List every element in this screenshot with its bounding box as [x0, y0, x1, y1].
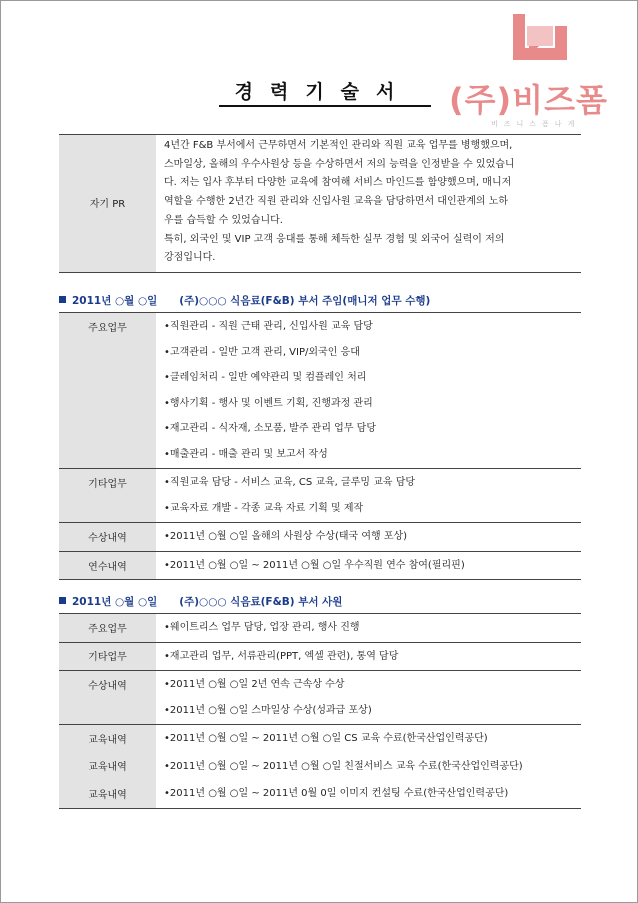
bizform-logo-icon — [509, 12, 571, 64]
pr-line: 강점입니다. — [164, 252, 216, 264]
career1-row-items — [156, 551, 581, 580]
document-title: 경력기술서 — [234, 81, 412, 103]
list-item: • 재고관리 - 식자재, 소모품, 발주 관리 업무 담당 — [164, 416, 580, 442]
square-bullet-icon — [59, 296, 66, 303]
career2-row-label: 수상내역 — [59, 671, 156, 725]
self-pr-table — [59, 134, 581, 273]
career1-row-items — [156, 469, 581, 523]
pr-line: 4년간 F&B 부서에서 근무하면서 기본적인 관리와 직원 교육 업무를 병행했으며, — [164, 140, 513, 151]
career2-row-items — [156, 671, 581, 725]
career2-row-items — [156, 614, 581, 643]
list-item: • 웨이트리스 업무 담당, 업장 관리, 행사 진행 — [164, 615, 580, 641]
pr-line: 특히, 외국인 및 VIP 고객 응대를 통해 체득한 실무 경험 및 외국어 실력이 저의 — [164, 233, 505, 245]
list-item: • 교육자료 개발 - 각종 교육 자료 기획 및 제작 — [164, 496, 580, 522]
list-item: • 2011년 ○월 ○일 ~ 2011년 ○월 ○일 우수직원 연수 참여(필리핀) — [164, 553, 580, 579]
career2-row-label: 기타업무 — [59, 642, 156, 671]
education-label: 교육내역 — [59, 753, 156, 781]
career1-row-label: 수상내역 — [59, 523, 156, 552]
brand-tagline: 비즈니스폼나게 — [491, 120, 581, 128]
career1-period: 2011년 ○월 ○일 — [72, 295, 158, 307]
career1-row-label: 주요업무 — [59, 313, 156, 469]
pr-line: 다. 저는 입사 후부터 다양한 교육에 참여해 서비스 마인드를 함양했으며, 매니저 — [164, 177, 512, 189]
list-item: • 고객관리 - 일반 고객 관리, VIP/외국인 응대 — [164, 340, 580, 366]
pr-line: 역할을 수행한 2년간 직원 관리와 신입사원 교육을 담당하면서 대인관계의 노하 — [164, 196, 509, 208]
brand-name: (주)비즈폼 — [449, 81, 608, 119]
career2-table — [59, 613, 581, 809]
self-pr-label: 자기 PR — [59, 135, 156, 273]
career2-company: (주)○○○ 식음료(F&B) 부서 사원 — [179, 596, 343, 608]
education-item — [156, 753, 581, 781]
list-item: • 행사기획 - 행사 및 이벤트 기획, 진행과정 관리 — [164, 391, 580, 417]
list-item: • 2011년 ○월 ○일 ~ 2011년 ○월 ○일 CS 교육 수료(한국산업인력공단) — [164, 726, 580, 752]
list-item: • 2011년 ○월 ○일 스마일상 수상(성과급 포상) — [164, 698, 580, 724]
education-label: 교육내역 — [59, 725, 156, 753]
list-item: • 2011년 ○월 ○일 ~ 2011년 ○월 ○일 친절서비스 교육 수료(한국산업인력공단) — [164, 754, 580, 780]
career2-row-label: 주요업무 — [59, 614, 156, 643]
career2-period: 2011년 ○월 ○일 — [72, 596, 158, 608]
career1-row-label: 기타업무 — [59, 469, 156, 523]
square-bullet-icon — [59, 597, 66, 604]
list-item: • 직원교육 담당 - 서비스 교육, CS 교육, 글루밍 교육 담당 — [164, 470, 580, 496]
career1-company: (주)○○○ 식음료(F&B) 부서 주임(매니저 업무 수행) — [179, 295, 431, 307]
list-item: • 클레임처리 - 일반 예약관리 및 컴플레인 처리 — [164, 365, 580, 391]
career1-row-items — [156, 523, 581, 552]
career1-row-label: 연수내역 — [59, 551, 156, 580]
list-item: • 매출관리 - 매출 관리 및 보고서 작성 — [164, 442, 580, 468]
career2-row-items — [156, 642, 581, 671]
education-item — [156, 780, 581, 808]
career2-header — [59, 594, 342, 609]
education-item — [156, 725, 581, 753]
education-label: 교육내역 — [59, 780, 156, 808]
list-item: • 2011년 ○월 ○일 올해의 사원상 수상(태국 여행 포상) — [164, 524, 580, 550]
pr-line: 우를 습득할 수 있었습니다. — [164, 214, 283, 226]
self-pr-text — [156, 135, 581, 273]
career1-header — [59, 293, 430, 308]
career1-row-items — [156, 313, 581, 469]
title-underline — [219, 105, 431, 107]
list-item: • 2011년 ○월 ○일 ~ 2011년 0월 0일 이미지 컨설팅 수료(한국산업인력공단) — [164, 781, 580, 807]
career1-table — [59, 312, 581, 580]
list-item: • 2011년 ○월 ○일 2년 연속 근속상 수상 — [164, 672, 580, 698]
list-item: • 재고관리 업무, 서류관리(PPT, 엑셀 관련), 통역 담당 — [164, 644, 580, 670]
pr-line: 스마일상, 올해의 우수사원상 등을 수상하면서 저의 능력을 인정받을 수 있었습니 — [164, 158, 515, 170]
list-item: • 직원관리 - 직원 근태 관리, 신입사원 교육 담당 — [164, 314, 580, 340]
